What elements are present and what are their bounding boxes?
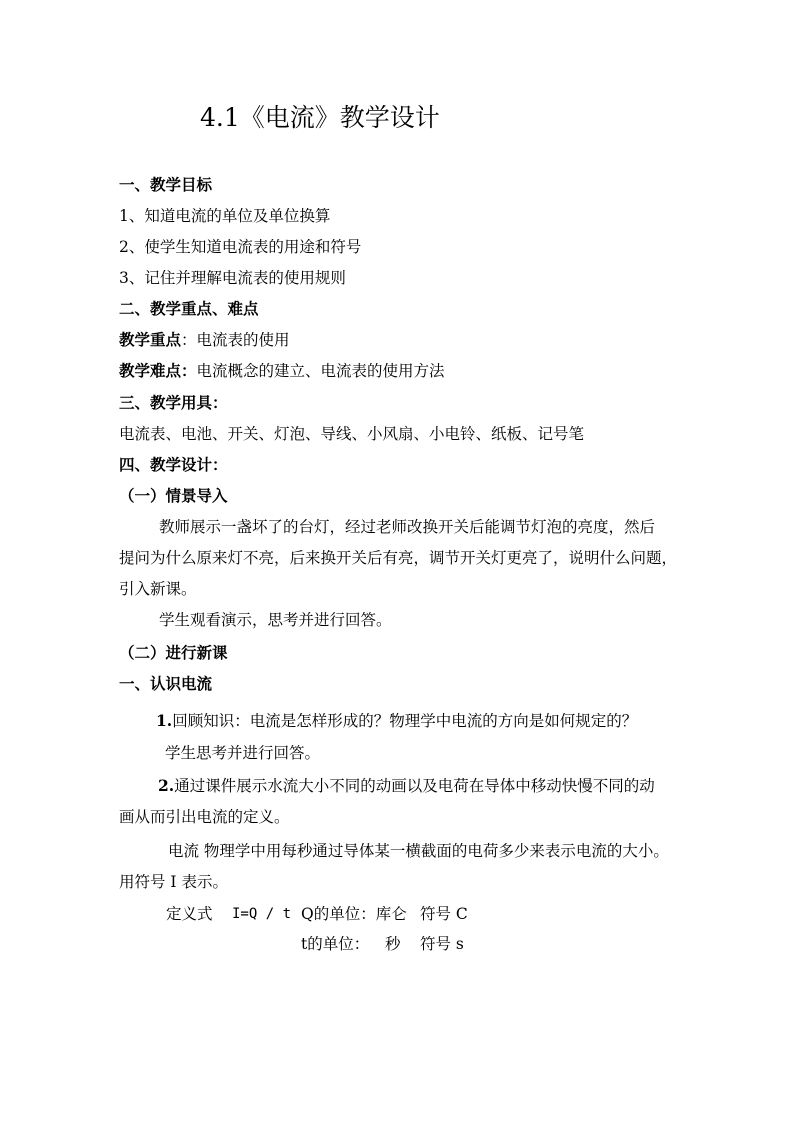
difficulty-text: 电流概念的建立、电流表的使用方法	[196, 362, 445, 380]
t-unit-name: 秒	[385, 935, 401, 953]
goal-item-1: 1、知道电流的单位及单位换算	[119, 207, 331, 225]
section-heading-goals: 一、教学目标	[119, 175, 213, 194]
t-symbol: 符号 s	[420, 935, 464, 953]
goal-item-2: 2、使学生知道电流表的用途和符号	[119, 238, 362, 256]
subsection-heading-new-lesson: （二）进行新课	[119, 643, 228, 662]
animation-line-1	[158, 776, 655, 796]
document-title: 4.1《电流》教学设计	[200, 103, 440, 132]
difficulty-label: 教学难点：	[119, 361, 197, 380]
tools-list: 电流表、电池、开关、灯泡、导线、小风扇、小电铃、纸板、记号笔	[119, 425, 585, 443]
difficulty-line	[119, 361, 445, 381]
key-point-label: 教学重点	[119, 330, 182, 349]
animation-text: 通过课件展示水流大小不同的动画以及电荷在导体中移动快慢不同的动	[174, 777, 655, 795]
section-heading-key-points: 二、教学重点、难点	[119, 299, 259, 318]
animation-line-2: 画从而引出电流的定义。	[119, 808, 290, 826]
part-heading-current: 一、认识电流	[119, 674, 213, 693]
definition-line-2: 用符号 I 表示。	[119, 873, 228, 891]
review-student-activity: 学生思考并进行回答。	[165, 744, 321, 762]
review-line	[156, 711, 637, 731]
review-text: 回顾知识：电流是怎样形成的？物理学中电流的方向是如何规定的？	[172, 712, 638, 730]
key-point-line	[119, 330, 290, 350]
definition-line-1: 电流 物理学中用每秒通过导体某一横截面的电荷多少来表示电流的大小。	[168, 842, 669, 860]
intro-student-activity: 学生观看演示，思考并进行回答。	[159, 611, 392, 629]
formula-label: 定义式	[166, 905, 213, 923]
section-heading-tools: 三、教学用具：	[119, 393, 228, 412]
goal-item-3: 3、记住并理解电流表的使用规则	[119, 269, 346, 287]
key-point-text: ：电流表的使用	[181, 331, 290, 349]
intro-paragraph-line-1: 教师展示一盏坏了的台灯，经过老师改换开关后能调节灯泡的亮度，然后	[159, 518, 656, 536]
section-heading-design: 四、教学设计：	[119, 455, 228, 474]
formula: I=Q / t	[232, 906, 292, 922]
t-unit: t的单位：	[301, 935, 370, 953]
q-unit: Q的单位：库仑	[301, 905, 407, 923]
intro-paragraph-line-3: 引入新课。	[119, 580, 197, 598]
q-symbol: 符号 C	[420, 905, 468, 923]
review-number: 1.	[156, 711, 173, 730]
animation-number: 2.	[158, 776, 175, 795]
intro-paragraph-line-2: 提问为什么原来灯不亮，后来换开关后有亮，调节开关灯更亮了，说明什么问题，	[119, 549, 678, 567]
subsection-heading-intro: （一）情景导入	[119, 486, 228, 505]
